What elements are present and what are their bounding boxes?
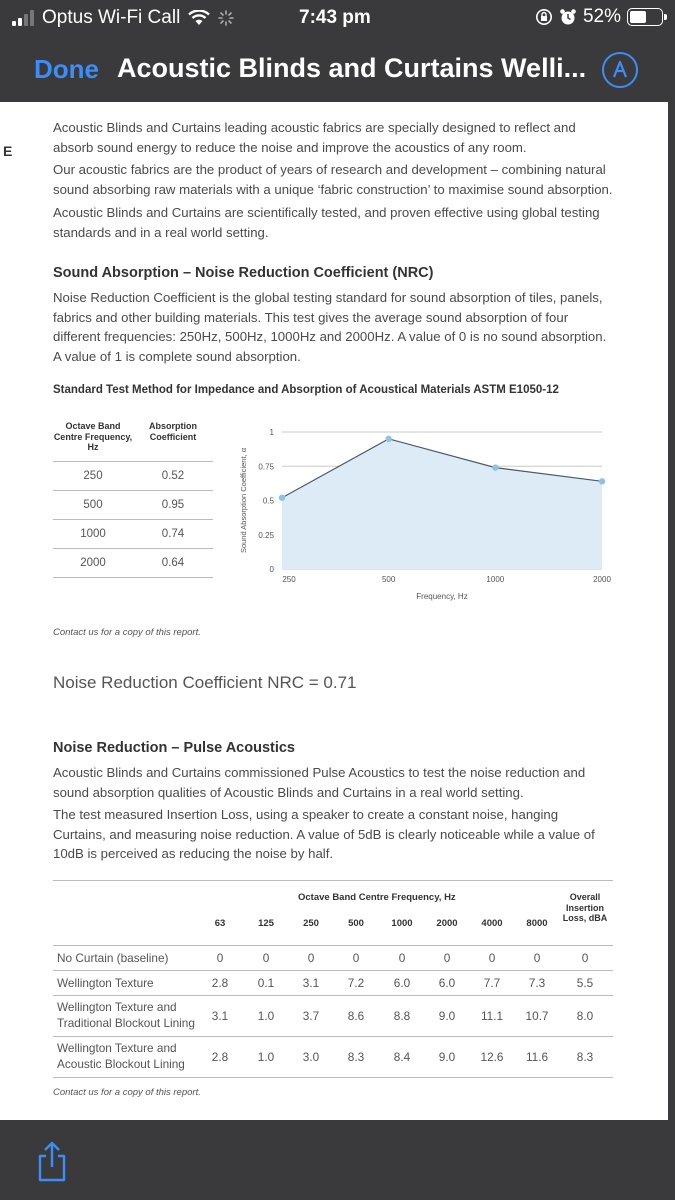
nrc-paragraph: Noise Reduction Coefficient is the global testing standard for sound absorption of tiles, panels, fabrics and other building materials. This test gives the average sound absorption of four different frequencies: 250Hz, 500Hz, 1000Hz and 2000Hz. A value of 0 is no sound absorption. A value of 1 is complete sound absorption. [53, 290, 607, 364]
y-tick-label: 1 [269, 428, 274, 437]
data-point [599, 478, 605, 484]
row-label: Wellington Texture [57, 975, 154, 990]
value-cell: 0 [398, 950, 406, 965]
value-cell: 11.1 [480, 1008, 504, 1023]
value-cell: 2.8 [211, 975, 229, 990]
value-cell: 1.0 [257, 1008, 275, 1023]
frequency-cell: 1000 [80, 528, 106, 540]
intro-paragraph-1: Acoustic Blinds and Curtains leading acoustic fabrics are specially designed to reflect and absorb sound energy to reduce the noise and improve the acoustics of any room. [53, 120, 576, 155]
value-cell: 7.3 [528, 975, 546, 990]
data-point [279, 495, 285, 501]
overall-cell: 0 [581, 950, 589, 965]
value-cell: 8.4 [393, 1049, 411, 1064]
table-row [53, 946, 613, 971]
value-cell: 6.0 [393, 975, 411, 990]
value-cell: 2.8 [211, 1049, 229, 1064]
battery-percent: 52% [582, 6, 621, 27]
value-cell: 8.6 [347, 1008, 365, 1023]
value-cell: 8.8 [393, 1008, 411, 1023]
value-cell: 0 [443, 950, 451, 965]
value-cell: 8.3 [347, 1049, 365, 1064]
overall-header: Overall Insertion Loss, dBA [562, 892, 608, 923]
value-cell: 7.7 [483, 975, 501, 990]
wifi-icon [188, 10, 210, 26]
insertion-loss-table [53, 880, 613, 1078]
coefficient-column-header: Absorption Coefficient [149, 421, 197, 442]
share-icon [34, 1140, 70, 1184]
table-row [53, 520, 213, 549]
overall-cell: 5.5 [576, 975, 594, 990]
y-tick-label: 0 [269, 565, 274, 574]
band-title: Octave Band Centre Frequency, Hz [298, 892, 456, 903]
freq-header: 2000 [436, 918, 458, 929]
row-label: Wellington Texture and Acoustic Blockout Lining [57, 1041, 185, 1071]
freq-header: 4000 [481, 918, 503, 929]
document-page [0, 102, 668, 1120]
frequency-cell: 2000 [80, 557, 106, 569]
freq-header: 1000 [391, 918, 413, 929]
value-cell: 0.1 [257, 975, 275, 990]
x-tick-label: 500 [381, 575, 396, 584]
value-cell: 6.0 [438, 975, 456, 990]
contact-note: Contact us for a copy of this report. [53, 1087, 201, 1098]
intro-paragraph-3: Acoustic Blinds and Curtains are scientifically tested, and proven effective using global testing standards and in a real world setting. [53, 205, 600, 240]
bottom-toolbar [0, 1120, 675, 1200]
share-button[interactable] [34, 1140, 70, 1184]
freq-header: 125 [258, 918, 274, 929]
coefficient-cell: 0.95 [161, 499, 185, 511]
table-row [53, 971, 613, 996]
value-cell: 0 [307, 950, 315, 965]
value-cell: 9.0 [438, 1049, 456, 1064]
pulse-heading: Noise Reduction – Pulse Acoustics [53, 740, 295, 756]
x-tick-label: 1000 [486, 575, 505, 584]
activity-icon [218, 10, 234, 26]
nrc-result: Noise Reduction Coefficient NRC = 0.71 [53, 673, 357, 692]
coefficient-cell: 0.74 [161, 528, 185, 540]
value-cell: 0 [216, 950, 224, 965]
value-cell: 3.1 [302, 975, 320, 990]
value-cell: 0 [262, 950, 270, 965]
y-tick-label: 0.25 [258, 530, 274, 540]
done-button[interactable]: Done [34, 54, 99, 84]
table-row [53, 996, 613, 1037]
value-cell: 11.6 [525, 1049, 549, 1064]
frequency-column-header: Octave Band Centre Frequency, Hz [53, 421, 133, 452]
data-point [492, 464, 498, 470]
y-tick-label: 0.75 [258, 462, 274, 472]
table-row [53, 1037, 613, 1078]
area-fill [282, 439, 602, 569]
battery-icon [627, 8, 663, 26]
battery-level [630, 11, 646, 23]
cellular-signal-icon [12, 10, 34, 26]
coefficient-cell: 0.64 [161, 557, 185, 569]
freq-header: 250 [303, 918, 319, 929]
x-axis-label: Frequency, Hz [416, 592, 468, 601]
pulse-paragraph-2: The test measured Insertion Loss, using a speaker to create a constant noise, hanging Curtains, and measuring noise reduction. A value of 5dB is clearly noticeable while a value of 10dB is perceived as reducing the noise by half. [53, 807, 595, 861]
insertion-table-header [53, 880, 613, 946]
status-bar [0, 0, 675, 36]
edge-letter: E [3, 143, 13, 159]
coefficient-cell: 0.52 [161, 470, 185, 482]
value-cell: 10.7 [525, 1008, 549, 1023]
value-cell: 0 [352, 950, 360, 965]
row-label: No Curtain (baseline) [57, 950, 169, 965]
nav-bar [0, 36, 675, 102]
pulse-paragraph-1: Acoustic Blinds and Curtains commissioned Pulse Acoustics to test the noise reduction and sound absorption qualities of Acoustic Blinds and Curtains in a real world setting. [53, 765, 586, 800]
value-cell: 7.2 [347, 975, 365, 990]
row-label: Wellington Texture and Traditional Blockout Lining [57, 1000, 195, 1030]
table-row [53, 462, 213, 491]
document-viewer[interactable] [0, 102, 675, 1120]
markup-icon [604, 54, 636, 86]
absorption-chart [232, 412, 612, 604]
value-cell: 3.0 [302, 1049, 320, 1064]
table-row [53, 491, 213, 520]
x-tick-label: 250 [282, 575, 296, 584]
y-axis-label: Sound Absorption Coefficient, α [239, 447, 248, 554]
value-cell: 3.1 [211, 1008, 229, 1023]
value-cell: 0 [488, 950, 496, 965]
frequency-cell: 250 [83, 470, 103, 482]
carrier-label: Optus Wi-Fi Call [42, 7, 181, 28]
value-cell: 12.6 [480, 1049, 504, 1064]
freq-header: 500 [348, 918, 364, 929]
table-row [53, 549, 213, 578]
freq-header: 8000 [526, 918, 548, 929]
test-method-heading: Standard Test Method for Impedance and Absorption of Acoustical Materials ASTM E1050-12 [53, 384, 559, 396]
freq-header: 63 [214, 918, 226, 929]
page-title: Acoustic Blinds and Curtains Welli... [117, 53, 587, 83]
orientation-lock-icon [535, 8, 553, 26]
absorption-table-header [53, 418, 213, 462]
value-cell: 3.7 [302, 1008, 320, 1023]
contact-note: Contact us for a copy of this report. [53, 627, 201, 638]
x-tick-label: 2000 [593, 575, 611, 584]
value-cell: 9.0 [438, 1008, 456, 1023]
data-point [385, 436, 391, 442]
absorption-table [53, 418, 213, 578]
nrc-heading: Sound Absorption – Noise Reduction Coefficient (NRC) [53, 265, 434, 281]
overall-cell: 8.3 [576, 1049, 594, 1064]
value-cell: 1.0 [257, 1049, 275, 1064]
clock: 7:43 pm [299, 7, 371, 28]
markup-button[interactable] [602, 52, 638, 88]
overall-cell: 8.0 [576, 1008, 594, 1023]
alarm-icon [559, 8, 577, 26]
y-tick-label: 0.5 [262, 496, 274, 506]
value-cell: 0 [533, 950, 541, 965]
frequency-cell: 500 [83, 499, 103, 511]
intro-paragraph-2: Our acoustic fabrics are the product of years of research and development – combining natural sound absorbing raw materials with a unique ‘fabric construction’ to maximise sound absorption. [53, 162, 613, 197]
